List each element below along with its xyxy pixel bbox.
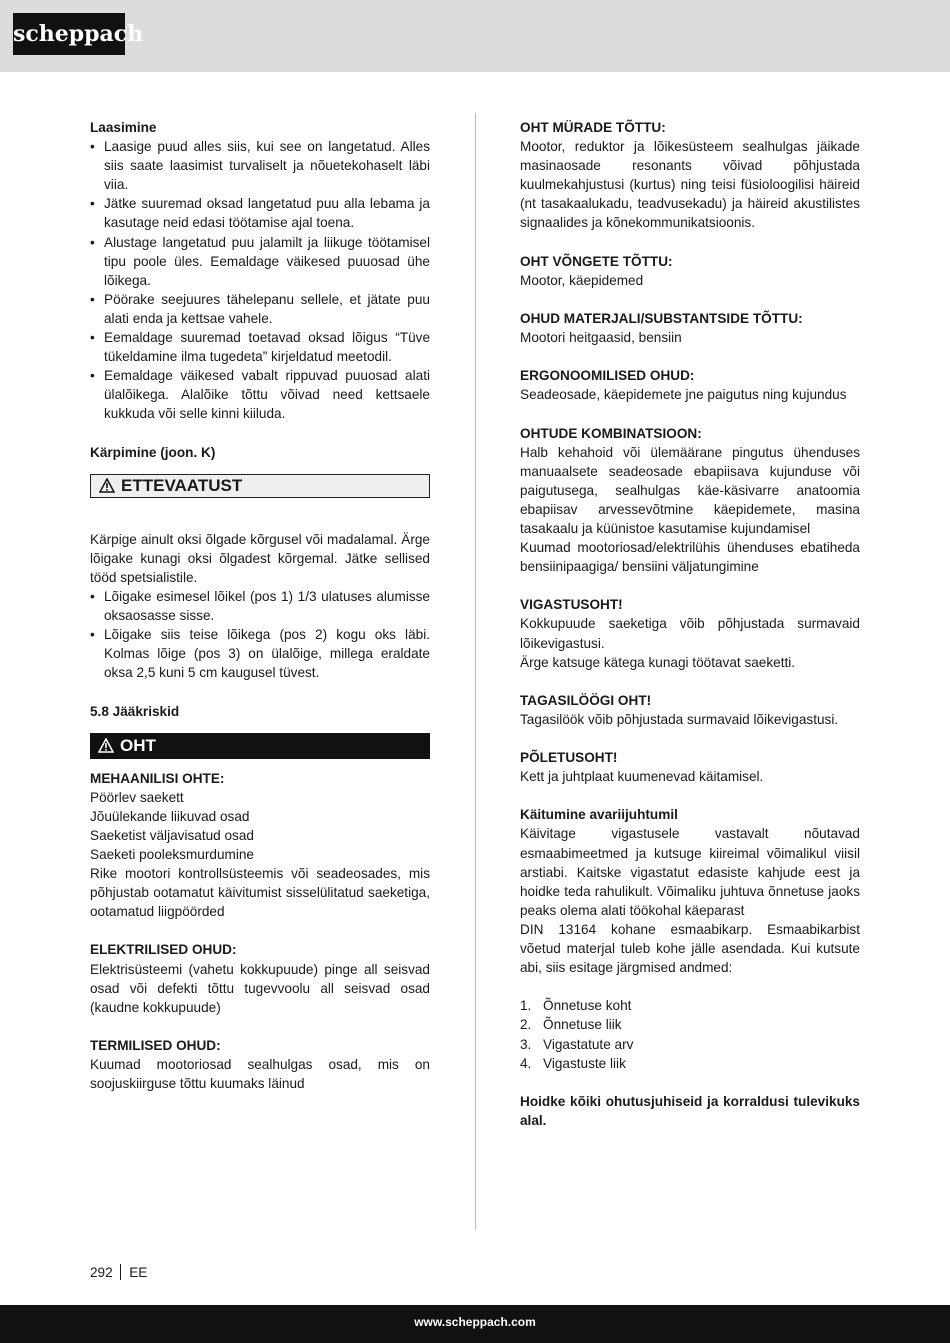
laasimine-heading: Laasimine (90, 120, 157, 135)
poletus-heading: PÕLETUSOHT! (520, 750, 618, 766)
karpimine-text: Kärpige ainult oksi õlgade kõrgusel või madalamal. Ärge lõigake kunagi oksi õlgadest kõrgemal. Jätke sellised tööd spetsialistile. (90, 531, 430, 585)
elektrilised-text: Elektrisüsteemi (vahetu kokkupuude) pinge all seisvad osad või defekti tõttu tugevvoolu all seisvad osad (kaudne kokkupuude) (90, 961, 430, 1015)
info-list (520, 996, 860, 1072)
kombinatsioon-text: Kuumad mootoriosad/elektrilühis ühenduses ebatiheda bensiinipaagiga/ bensiini väljatungimine (520, 540, 860, 575)
materjali-text: Mootori heitgaasid, bensiin (520, 330, 682, 346)
termilised-text: Kuumad mootoriosad sealhulgas osad, mis on soojuskiirguse tõttu kuumaks läinud (90, 1057, 430, 1092)
warning-triangle-icon (99, 478, 115, 493)
list-item: • Jätke suuremad oksad langetatud puu alla lebama ja kasutage neid edasi töötamise ajal toena. (90, 194, 430, 232)
text-line: Jõuülekande liikuvad osad (90, 808, 250, 824)
caution-box (90, 474, 430, 498)
list-item: • Eemaldage suuremad toetavad oksad lõigus “Tüve tükeldamine ilma tugedeta” kirjeldatud meetodil. (90, 328, 430, 366)
website-link[interactable]: www.scheppach.com (414, 1315, 536, 1329)
warning-triangle-icon (98, 738, 114, 753)
karpimine-list (90, 587, 430, 682)
section-heading: 5.8 Jääkriskid (90, 703, 180, 719)
text-line: Saeketi pooleksmurdumine (90, 847, 254, 862)
kombinatsioon-text: Halb kehahoid või ülemäärane pingutus ühenduses manuaalsete seadeosade ebapiisava kujunduse või paigutusega, sealhulgas käe-käsivarre anatoomia ebapiisav arvessevõtmine käepidemete, masina tasakaalu ja küünistoe kasutamise kujundamisel (520, 444, 860, 536)
termilised-heading: TERMILISED OHUD: (90, 1037, 221, 1053)
karpimine-heading: Kärpimine (joon. K) (90, 444, 216, 460)
list-item: • Eemaldage väikesed vabalt rippuvad puuosad alati ülalõikega. Alalõike tõttu võivad need kettsaele kukkuda või selle kinni kiiluda. (90, 366, 430, 423)
murade-text: Mootor, reduktor ja lõikesüsteem sealhulgas jäikade masinaosade resonants võivad põhjustada kuulmekahjustusi (kurtus) ning teisi füsioloogilisi häireid (nt tasakaalukadu, teadvusekadu) ja häireid akustilistes signaalides ja kõnekommunikatsioonis. (520, 139, 860, 231)
avarii-heading: Käitumine avariijuhtumil (520, 807, 678, 823)
vigastus-text: Kokkupuude saeketiga võib põhjustada surmavaid lõikevigastusi. (520, 616, 860, 651)
vongete-text: Mootor, käepidemed (520, 272, 644, 288)
language-code: EE (129, 1264, 148, 1280)
poletus-text: Kett ja juhtplaat kuumenevad käitamisel. (520, 769, 764, 785)
caution-label: ETTEVAATUST (121, 476, 243, 496)
list-item: 2. Õnnetuse liik (520, 1017, 622, 1033)
vigastus-heading: VIGASTUSOHT! (520, 597, 623, 613)
list-item: • Lõigake siis teise lõikega (pos 2) kogu oks läbi. Kolmas lõige (pos 3) on ülalõige, millega eraldate oksa 2,5 kuni 5 cm kaugusel tüvest. (90, 625, 430, 682)
text-line: Pöörlev saekett (90, 789, 184, 805)
danger-label: OHT (120, 736, 156, 756)
list-item: 3. Vigastatute arv (520, 1036, 634, 1052)
page-footer-info (90, 1264, 147, 1280)
page-number: 292 (90, 1264, 113, 1280)
list-item: • Lõigake esimesel lõikel (pos 1) 1/3 ulatuses alumisse oksaosasse sisse. (90, 587, 430, 625)
murade-heading: OHT MÜRADE TÕTTU: (520, 120, 666, 135)
scheppach-logo: scheppach (13, 13, 125, 55)
ergonoomilised-text: Seadeosade, käepidemete jne paigutus ning kujundus (520, 387, 847, 403)
column-divider (475, 113, 476, 1230)
left-column (90, 118, 430, 1093)
text-line: Saeketist väljavisatud osad (90, 827, 254, 843)
laasimine-list (90, 137, 430, 423)
ergonoomilised-heading: ERGONOOMILISED OHUD: (520, 368, 695, 384)
right-column (520, 118, 860, 1130)
list-item: • Laasige puud alles siis, kui see on langetatud. Alles siis saate laasimist turvaliselt ja nõuetekohaselt läbi viia. (90, 137, 430, 194)
mehaanilised-heading: MEHAANILISI OHTE: (90, 770, 225, 786)
list-item: • Alustage langetatud puu jalamilt ja liikuge töötamisel tipu poole üles. Eemaldage väikesed puuosad ühe lõikega. (90, 233, 430, 290)
page-header (0, 0, 950, 72)
elektrilised-heading: ELEKTRILISED OHUD: (90, 942, 237, 958)
materjali-heading: OHUD MATERJALI/SUBSTANTSIDE TÕTTU: (520, 310, 803, 326)
vigastus-text: Ärge katsuge kätega kunagi töötavat saeketti. (520, 654, 796, 670)
vongete-heading: OHT VÕNGETE TÕTTU: (520, 253, 673, 269)
danger-box (90, 733, 430, 759)
avarii-text: Käivitage vigastusele vastavalt nõutavad esmaabimeetmed ja kutsuge kiireimal võimalikul viisil arstiabi. Kaitske vigastatut edasiste kahjude eest ja hoidke teda rahulikult. Võimaliku juhtuva õnnetuse jaoks peaks olema alati töökohal käeparast (520, 826, 860, 918)
tagasilook-text: Tagasilöök võib põhjustada surmavaid lõikevigastusi. (520, 711, 839, 727)
tagasilook-heading: TAGASILÖÖGI OHT! (520, 692, 652, 708)
kombinatsioon-heading: OHTUDE KOMBINATSIOON: (520, 425, 702, 441)
list-item: 1. Õnnetuse koht (520, 998, 632, 1014)
closing-note: Hoidke kõiki ohutusjuhiseid ja korraldusi tulevikuks alal. (520, 1093, 860, 1128)
list-item: 4. Vigastuste liik (520, 1055, 626, 1071)
mehaanilised-text: Rike mootori kontrollsüsteemis või seadeosades, mis põhjustab ootamatut käivitumist sisselülitatud saeketiga, ootamatud liigpöörded (90, 866, 430, 920)
avarii-text: DIN 13164 kohane esmaabikarp. Esmaabikarbist võetud materjal tuleb kohe jälle asendada. Kui kutsute abi, siis esitage järgmised andmed: (520, 921, 860, 976)
list-item: • Pöörake seejuures tähelepanu sellele, et jätate puu alati enda ja kettsae vahele. (90, 290, 430, 328)
footer-separator (120, 1264, 122, 1280)
page-footer-bar (0, 1305, 950, 1343)
